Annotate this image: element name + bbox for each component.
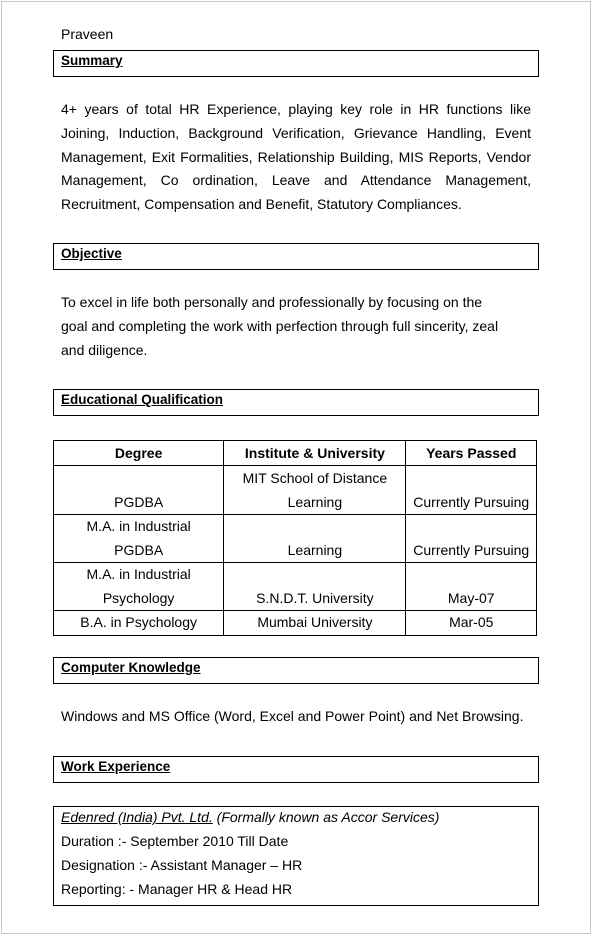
section-work-header	[53, 756, 539, 783]
section-education-header	[53, 389, 539, 416]
company-line	[61, 809, 439, 825]
section-heading: Computer Knowledge	[61, 660, 201, 675]
section-heading: Objective	[61, 246, 122, 261]
table-header-row	[54, 441, 537, 466]
table-row	[54, 515, 537, 563]
candidate-name: Praveen	[61, 26, 114, 42]
reporting-line: Reporting: - Manager HR & Head HR	[61, 881, 293, 897]
column-header: Institute & University	[224, 441, 406, 466]
designation-line: Designation :- Assistant Manager – HR	[61, 857, 303, 873]
table-row	[54, 611, 537, 636]
education-table	[53, 440, 537, 636]
institute-cell: MIT School of Distance Learning	[224, 466, 406, 515]
column-header: Degree	[54, 441, 224, 466]
section-summary-header	[53, 50, 539, 77]
section-objective-header	[53, 243, 539, 270]
company-name: Edenred (India) Pvt. Ltd.	[61, 809, 213, 825]
degree-cell: PGDBA	[54, 466, 224, 515]
years-cell: May-07	[406, 563, 537, 611]
years-cell: Currently Pursuing	[406, 466, 537, 515]
section-computer-header	[53, 657, 539, 684]
years-cell: Mar-05	[406, 611, 537, 636]
objective-text: To excel in life both personally and professionally by focusing on the goal and completing the work with perfection through full sincerity, zeal and diligence.	[61, 294, 499, 358]
duration-line: Duration :- September 2010 Till Date	[61, 833, 289, 849]
company-note: (Formally known as Accor Services)	[212, 809, 440, 825]
degree-cell: B.A. in Psychology	[54, 611, 224, 636]
table-row	[54, 466, 537, 515]
institute-cell: Mumbai University	[224, 611, 406, 636]
institute-cell: S.N.D.T. University	[224, 563, 406, 611]
institute-cell: Learning	[224, 515, 406, 563]
work-experience-box	[53, 806, 539, 906]
years-cell: Currently Pursuing	[406, 515, 537, 563]
degree-cell: M.A. in Industrial Psychology	[54, 563, 224, 611]
computer-knowledge-text: Windows and MS Office (Word, Excel and Power Point) and Net Browsing.	[61, 708, 524, 724]
section-heading: Work Experience	[61, 759, 171, 774]
section-heading: Educational Qualification	[61, 392, 224, 407]
summary-text: 4+ years of total HR Experience, playing key role in HR functions like Joining, Induction, Background Verification, Grievance Handling, Event Management, Exit Formalities, Relationship Building, MIS Reports, Vendor Management, Co ordination, Leave and Attendance Management, Recruitment, Compensation and Benefit, Statutory Compliances.	[61, 101, 531, 213]
column-header: Years Passed	[406, 441, 537, 466]
section-heading: Summary	[61, 53, 123, 68]
degree-cell: M.A. in Industrial PGDBA	[54, 515, 224, 563]
table-row	[54, 563, 537, 611]
